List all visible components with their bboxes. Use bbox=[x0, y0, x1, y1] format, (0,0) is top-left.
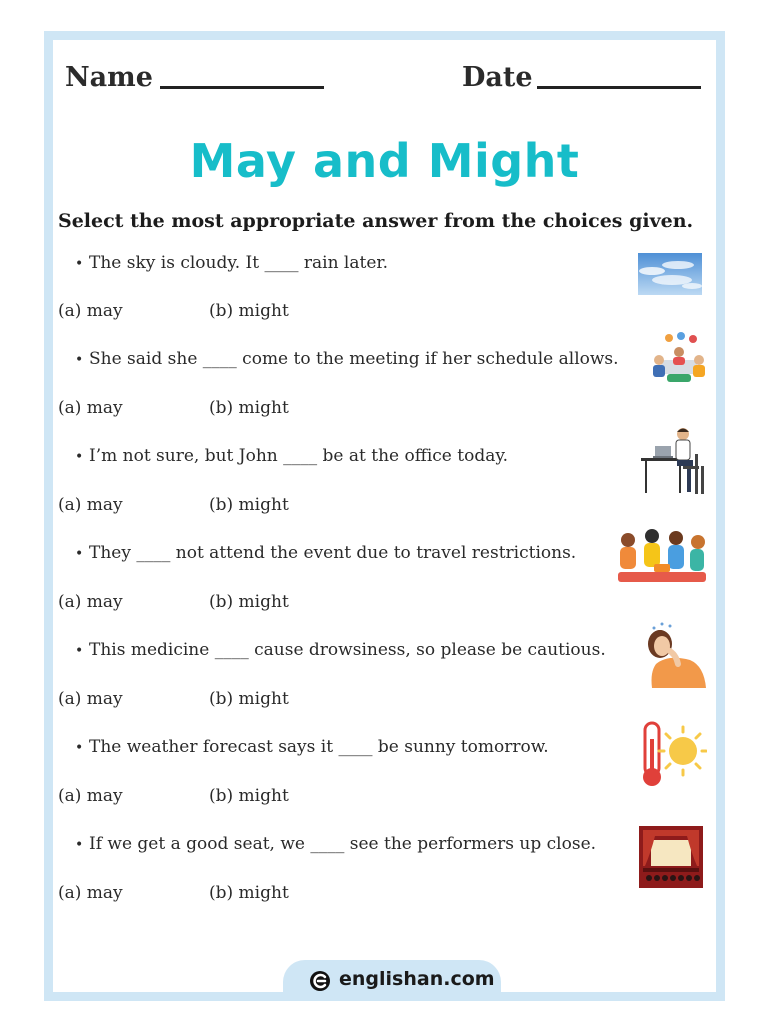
question-2-option-b[interactable]: (b) might bbox=[209, 398, 289, 418]
page-frame bbox=[44, 31, 725, 1001]
question-1-option-a[interactable]: (a) may bbox=[58, 301, 123, 321]
question-2 bbox=[75, 349, 619, 369]
question-4 bbox=[75, 543, 576, 563]
bullet: • bbox=[75, 546, 84, 562]
meeting-icon bbox=[647, 330, 711, 388]
question-3 bbox=[75, 446, 508, 466]
question-1-text: The sky is cloudy. It ____ rain later. bbox=[89, 253, 389, 273]
drowsy-woman-icon bbox=[638, 620, 710, 690]
date-line bbox=[537, 86, 701, 89]
question-6-option-b[interactable]: (b) might bbox=[209, 786, 289, 806]
bullet: • bbox=[75, 740, 84, 756]
question-4-option-b[interactable]: (b) might bbox=[209, 592, 289, 612]
question-3-text: I’m not sure, but John ____ be at the office today. bbox=[89, 446, 509, 466]
question-4-text: They ____ not attend the event due to travel restrictions. bbox=[89, 543, 577, 563]
office-worker-icon bbox=[639, 426, 711, 496]
question-7-text: If we get a good seat, we ____ see the performers up close. bbox=[89, 834, 597, 854]
question-7 bbox=[75, 834, 596, 854]
bullet: • bbox=[75, 352, 84, 368]
question-7-option-b[interactable]: (b) might bbox=[209, 883, 289, 903]
question-2-option-a[interactable]: (a) may bbox=[58, 398, 123, 418]
question-3-option-b[interactable]: (b) might bbox=[209, 495, 289, 515]
date-label: Date bbox=[462, 62, 533, 93]
cloudy-sky-icon bbox=[638, 253, 702, 295]
worksheet bbox=[53, 40, 716, 992]
question-5-option-b[interactable]: (b) might bbox=[209, 689, 289, 709]
question-1 bbox=[75, 253, 388, 273]
name-label: Name bbox=[65, 62, 153, 93]
footer-badge bbox=[283, 960, 501, 1000]
group-picnic-icon bbox=[614, 526, 710, 588]
bullet: • bbox=[75, 256, 84, 272]
question-4-option-a[interactable]: (a) may bbox=[58, 592, 123, 612]
question-5-text: This medicine ____ cause drowsiness, so please be cautious. bbox=[89, 640, 606, 660]
page-title: May and Might bbox=[189, 134, 580, 188]
question-6-text: The weather forecast says it ____ be sunny tomorrow. bbox=[89, 737, 549, 757]
instruction-text: Select the most appropriate answer from the choices given. bbox=[58, 210, 694, 232]
question-6-option-a[interactable]: (a) may bbox=[58, 786, 123, 806]
bullet: • bbox=[75, 449, 84, 465]
question-7-option-a[interactable]: (a) may bbox=[58, 883, 123, 903]
bullet: • bbox=[75, 643, 84, 659]
englishan-logo-icon bbox=[309, 970, 331, 992]
question-5-option-a[interactable]: (a) may bbox=[58, 689, 123, 709]
footer-site[interactable]: englishan.com bbox=[339, 968, 495, 990]
name-line bbox=[160, 86, 324, 89]
bullet: • bbox=[75, 837, 84, 853]
question-1-option-b[interactable]: (b) might bbox=[209, 301, 289, 321]
question-5 bbox=[75, 640, 606, 660]
question-6 bbox=[75, 737, 549, 757]
question-2-text: She said she ____ come to the meeting if her schedule allows. bbox=[89, 349, 619, 369]
theater-stage-icon bbox=[639, 826, 703, 888]
question-3-option-a[interactable]: (a) may bbox=[58, 495, 123, 515]
sun-thermometer-icon bbox=[639, 717, 707, 789]
